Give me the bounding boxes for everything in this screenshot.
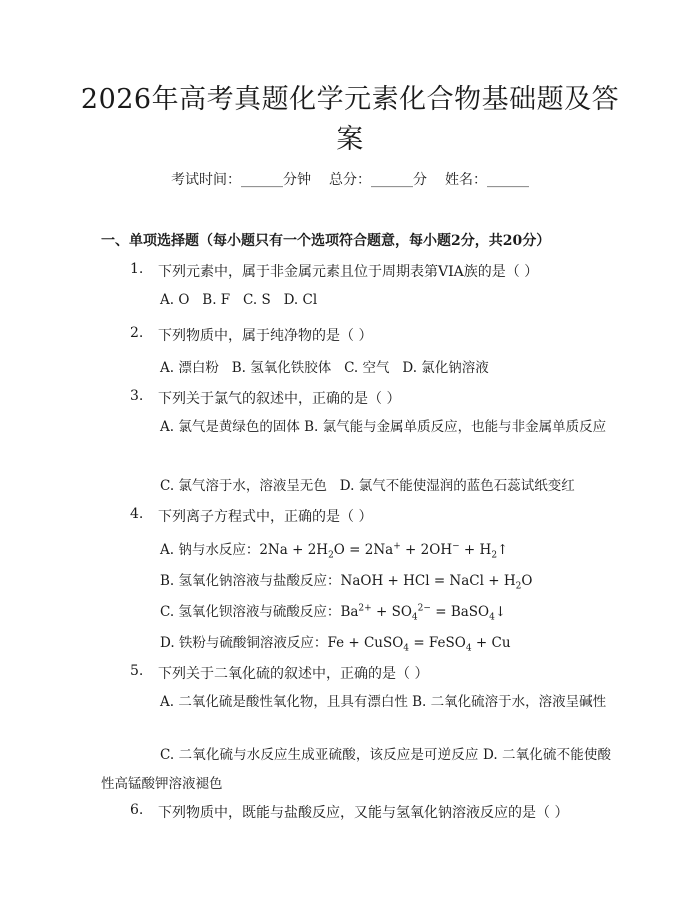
question-3-options-ab: A. 氯气是黄绿色的固体 B. 氯气能与金属单质反应，也能与非金属单质反应 (160, 419, 607, 435)
score-unit: 分 (413, 172, 427, 188)
equation: $Ba^{2+} + SO_4^{2-}$ = BaSO$_4$↓ (340, 603, 507, 623)
question-text: 下列关于二氧化硫的叙述中，正确的是（ ） (158, 666, 429, 682)
equation: NaOH + HCl = NaCl + $H_2O$ (340, 573, 533, 592)
question-number: 4. (130, 506, 144, 522)
equation: Fe + CuSO$_4$ = FeSO$_4$ + Cu (327, 635, 511, 654)
option-label: A. 钠与水反应： (160, 542, 260, 558)
option-label: B. 氢氧化钠溶液与盐酸反应： (160, 573, 341, 589)
question-number: 2. (130, 325, 144, 341)
question-5-options-ab: A. 二氧化硫是酸性氧化物，且具有漂白性 B. 二氧化硫溶于水，溶液呈碱性 (160, 694, 607, 710)
time-blank: ______ (241, 172, 283, 188)
option-label: C. 氢氧化钡溶液与硫酸反应： (160, 604, 341, 620)
question-number: 5. (130, 663, 144, 679)
question-text: 下列物质中，属于纯净物的是（ ） (158, 328, 373, 344)
question-4-option-c (160, 600, 507, 623)
question-number: 1. (130, 261, 144, 277)
time-unit: 分钟 (283, 172, 311, 188)
equation: $2Na + 2H_2O = 2Na^+ + 2OH^-$ + $H_2↑$ (259, 541, 509, 561)
question-4-option-b (160, 569, 533, 592)
name-blank: ______ (487, 172, 529, 188)
question-text: 下列元素中，属于非金属元素且位于周期表第VIA族的是（ ） (158, 264, 539, 280)
score-label: 总分： (329, 172, 371, 188)
time-label: 考试时间： (171, 172, 241, 188)
question-number: 3. (130, 388, 144, 404)
question-4-option-a (160, 538, 509, 561)
question-3-options-cd: C. 氯气溶于水，溶液呈无色 D. 氯气不能使湿润的蓝色石蕊试纸变红 (160, 478, 575, 494)
name-label: 姓名： (445, 172, 487, 188)
question-2-options: A. 漂白粉 B. 氢氧化铁胶体 C. 空气 D. 氯化钠溶液 (160, 360, 489, 376)
question-text: 下列离子方程式中，正确的是（ ） (158, 509, 373, 525)
page-title: 2026年高考真题化学元素化合物基础题及答案 (80, 84, 620, 155)
question-1-options: A. O B. F C. S D. Cl (160, 292, 318, 308)
section-heading: 一、单项选择题（每小题只有一个选项符合题意，每小题2分，共20分） (101, 233, 551, 249)
question-5-options-cd: C. 二氧化硫与水反应生成亚硫酸，该反应是可逆反应 D. 二氧化硫不能使酸性高锰酸钾溶液褪色 (101, 747, 611, 792)
question-number: 6. (130, 802, 144, 818)
question-text: 下列物质中，既能与盐酸反应，又能与氢氧化钠溶液反应的是（ ） (158, 805, 569, 821)
question-4-option-d (160, 631, 511, 654)
exam-info (0, 169, 700, 189)
score-blank: ______ (371, 172, 413, 188)
option-label: D. 铁粉与硫酸铜溶液反应： (160, 635, 328, 651)
question-text: 下列关于氯气的叙述中，正确的是（ ） (158, 391, 401, 407)
